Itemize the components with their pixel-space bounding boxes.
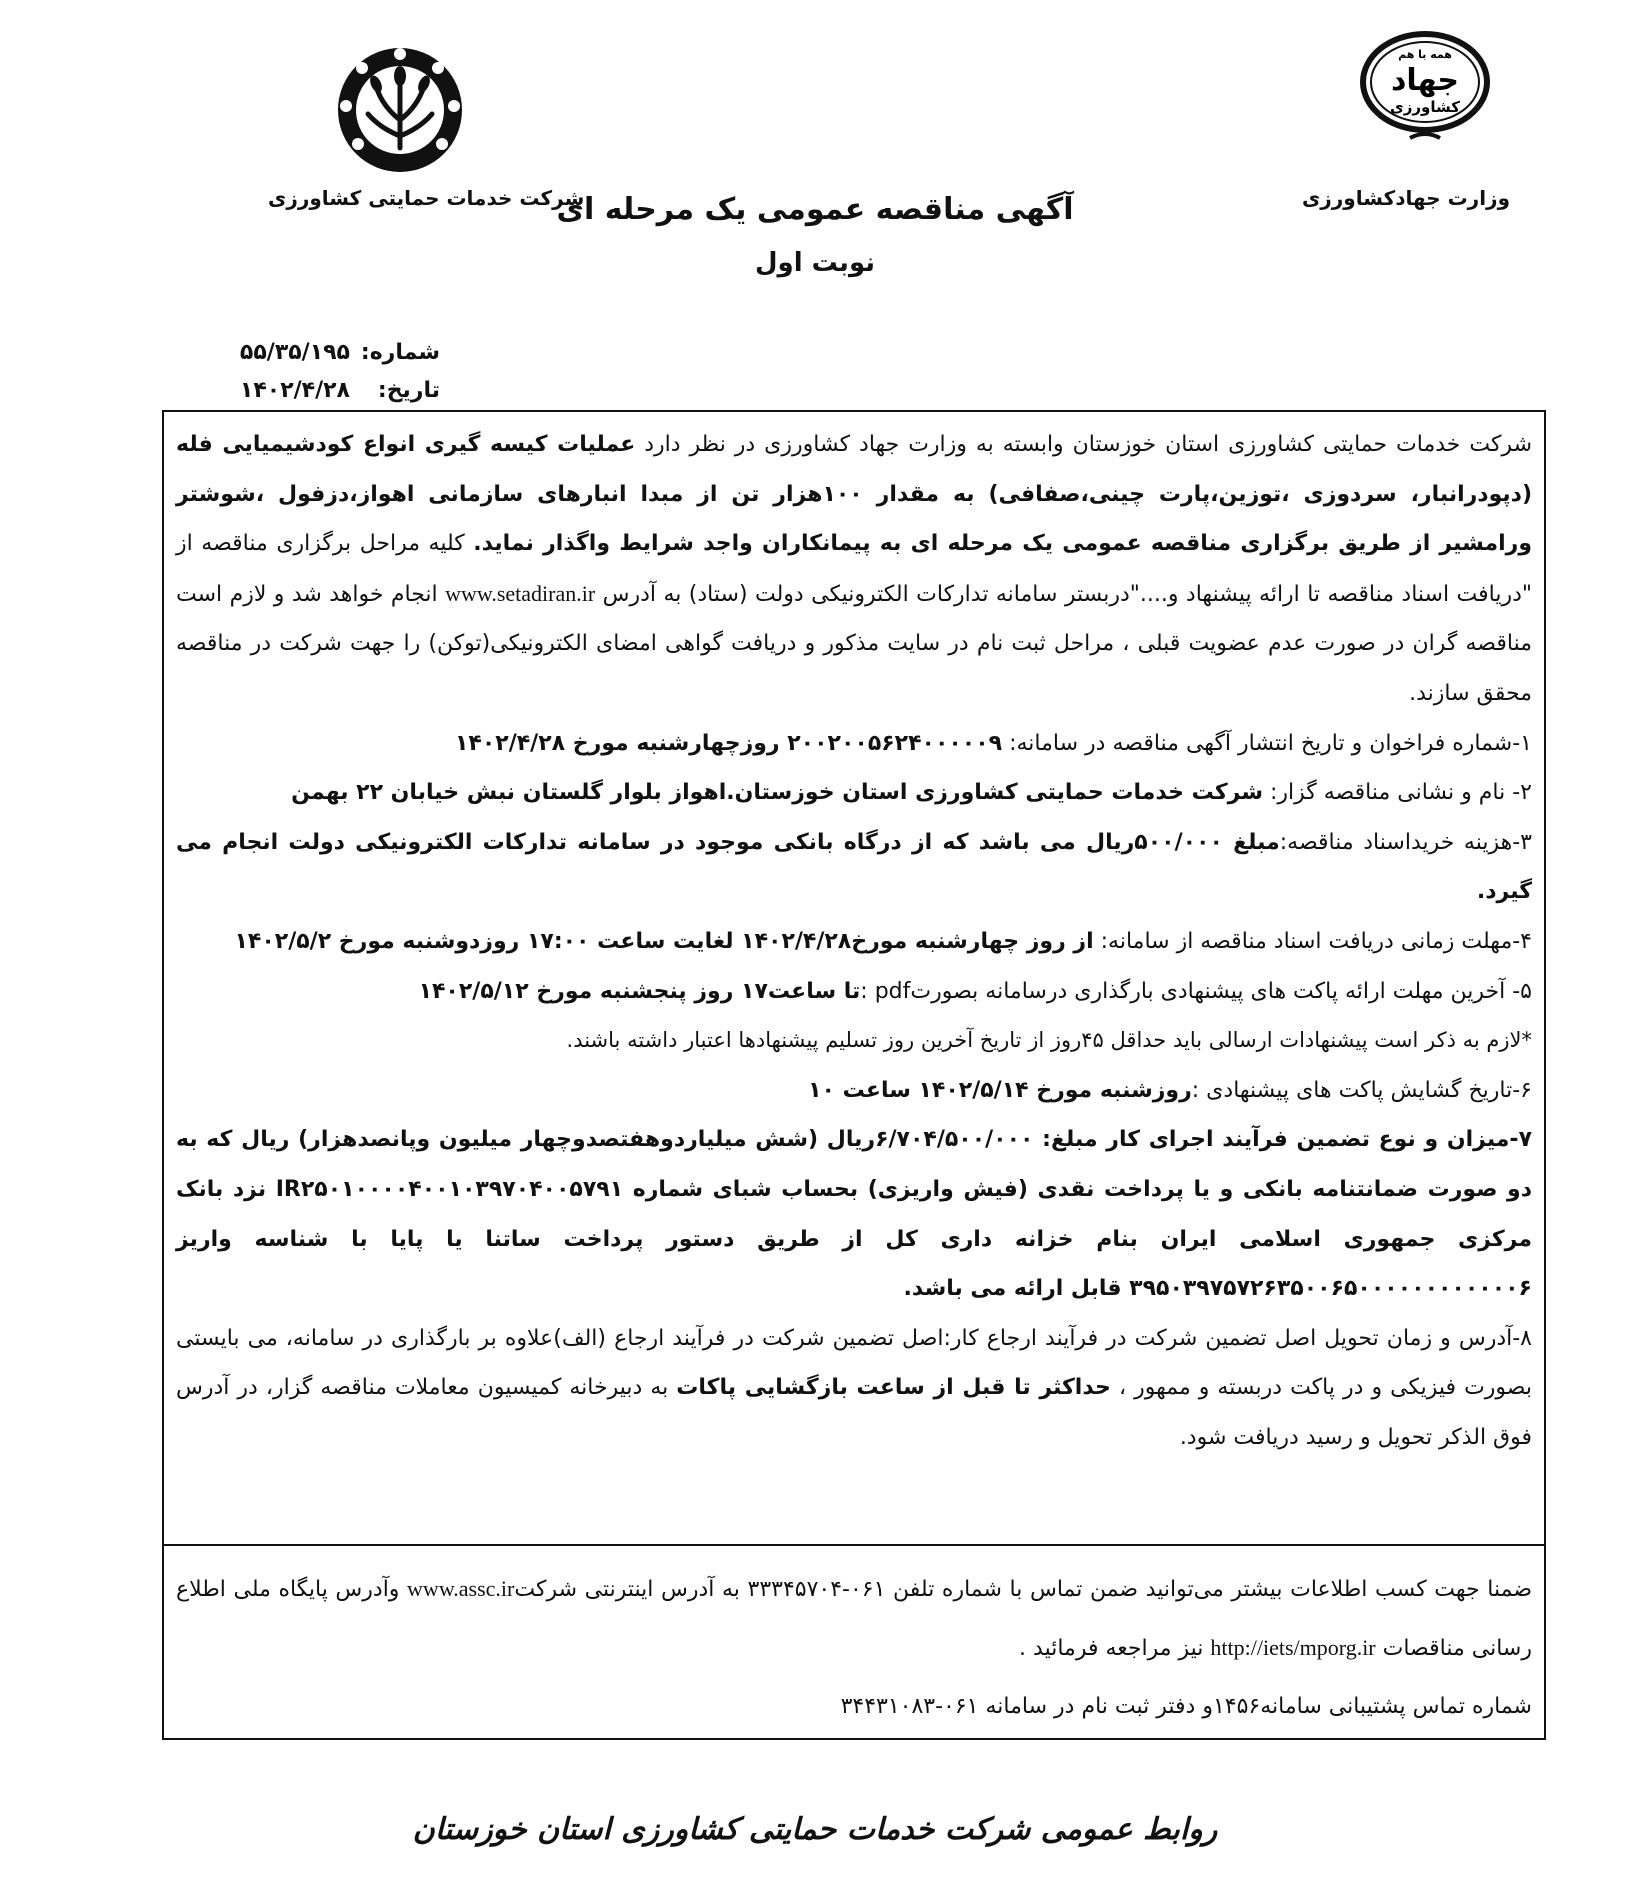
contact-phone: ۰۶۱-۳۳۳۴۵۷۰۴: [747, 1577, 886, 1602]
support-paragraph: [176, 1678, 1532, 1736]
contact-text-4: نیز مراجعه فرمائید .: [1019, 1636, 1204, 1661]
ministry-name: وزارت جهادکشاورزی: [1301, 186, 1510, 210]
document-date: [240, 378, 440, 403]
logo-right-main-text: جهاد: [1390, 63, 1460, 98]
item-3-value: مبلغ ۵۰۰/۰۰۰ریال می باشد که از درگاه بانکی موجود در سامانه تدارکات الکترونیکی دولت انجام می گیرد.: [176, 829, 1532, 905]
item-3-label: ۳-هزینه خریداسناد مناقصه:: [1279, 829, 1532, 855]
item-6-label: ۶-تاریخ گشایش پاکت های پیشنهادی :: [1191, 1077, 1532, 1103]
intro-text-3: انجام خواهد شد و لازم است مناقصه گران در صورت عدم عضویت قبلی ، مراحل ثبت نام در سایت مذکور و دریافت گواهی امضای الکترونیکی(توکن) را جهت شرکت در مناقصه محقق سازند.: [176, 581, 1532, 706]
item-8-end: به دبیرخانه کمیسیون معاملات مناقصه گزار، در آدرس فوق الذکر تحویل و رسید دریافت شود.: [176, 1375, 1532, 1450]
intro-text-1: شرکت خدمات حمایتی کشاورزی استان خوزستان وابسته به وزارت جهاد کشاورزی در نظر دارد: [644, 432, 1533, 457]
logo-right-top-text: همه با هم: [1398, 48, 1452, 61]
item-4-label: ۴-مهلت زمانی دریافت اسناد مناقصه از سامانه:: [1100, 928, 1532, 954]
date-label: تاریخ:: [377, 378, 440, 403]
logo-right-sub-text: کشاورزی: [1390, 98, 1460, 116]
ministry-logo: [1340, 20, 1510, 150]
item-1-label: ۱-شماره فراخوان و تاریخ انتشار آگهی مناقصه در سامانه:: [1009, 730, 1532, 756]
item-8: [176, 1314, 1532, 1463]
support-number: ۱۴۵۶: [1212, 1694, 1261, 1719]
item-1-value: ۲۰۰۲۰۰۵۶۲۴۰۰۰۰۰۹ روزچهارشنبه مورخ ۱۴۰۲/۴/۲۸: [455, 730, 1003, 756]
item-3: [176, 818, 1532, 917]
item-7: ۷-میزان و نوع تضمین فرآیند اجرای کار مبلغ: ۶/۷۰۴/۵۰۰/۰۰۰ریال (شش میلیاردوهفتصدوچهار میلیون وپانصدهزار) ریال که به دو صورت ضمانتنامه بانکی و یا پرداخت نقدی (فیش واریزی) بحساب شبای شماره IR۲۵۰۱۰۰۰۰۴۰۰۱۰۳۹۷۰۴۰۰۵۷۹۱ نزد بانک مرکزی جمهوری اسلامی ایران بنام خزانه داری کل از طریق دستور پرداخت ساتنا یا پایا با شناسه واریز ۳۹۵۰۳۹۷۵۷۲۶۳۵۰۰۶۵۰۰۰۰۰۰۰۰۰۰۰۰۶ قابل ارائه می باشد.: [176, 1127, 1533, 1302]
item-4-value: از روز چهارشنبه مورخ۱۴۰۲/۴/۲۸ لغایت ساعت ۱۷:۰۰ روزدوشنبه مورخ ۱۴۰۲/۵/۲: [234, 928, 1094, 954]
company-logo: [330, 40, 470, 180]
item-6-value: روزشنبه مورخ ۱۴۰۲/۵/۱۴ ساعت ۱۰: [808, 1077, 1192, 1103]
item-8-bold: حداکثر تا قبل از ساعت بازگشایی پاکات: [676, 1375, 1111, 1401]
assc-url-link[interactable]: www.assc.ir: [407, 1576, 515, 1601]
company-name: شرکت خدمات حمایتی کشاورزی: [268, 186, 585, 210]
support-text-1: شماره تماس پشتیبانی سامانه: [1260, 1694, 1532, 1719]
contact-section: [176, 1560, 1532, 1736]
public-relations-signature: روابط عمومی شرکت خدمات حمایتی کشاورزی استان خوزستان: [412, 1812, 1218, 1847]
item-2-value: شرکت خدمات حمایتی کشاورزی استان خوزستان.اهواز بلوار گلستان نبش خیابان ۲۲ بهمن: [291, 780, 1263, 806]
iets-url-link[interactable]: http://iets/mporg.ir: [1210, 1635, 1376, 1660]
contact-text-3: وآدرس پایگاه ملی اطلاع رسانی مناقصات: [176, 1577, 1532, 1661]
date-value: ۱۴۰۲/۴/۲۸: [239, 378, 350, 403]
support-text-2: و دفتر ثبت نام در سامانه: [985, 1694, 1213, 1719]
notice-divider: [162, 1544, 1546, 1546]
contact-text-2: به آدرس اینترنتی شرکت: [514, 1577, 740, 1602]
item-5-label: ۵- آخرین مهلت ارائه پاکت های پیشنهادی بارگذاری درسامانه بصورتpdf :: [860, 978, 1532, 1004]
intro-bold-text: عملیات کیسه گیری انواع کودشیمیایی فله (دپودرانبار، سردوزی ،توزین،پارت چینی،صفافی) به مقدار ۱۰۰هزار تن از مبدا انبارهای سازمانی اهواز،دزفول ،شوشتر ورامشیر از طریق برگزاری مناقصه عمومی یک مرحله ای به پیمانکاران واجد شرایط واگذار نماید.: [176, 432, 1532, 557]
item-5: [176, 967, 1532, 1017]
intro-text-2: کلیه مراحل برگزاری مناقصه از "دریافت اسناد مناقصه تا ارائه پیشنهاد و...."دربستر سامانه تدارکات الکترونیکی دولت (ستاد) به آدرس: [176, 531, 1533, 607]
page-title: آگهی مناقصه عمومی یک مرحله ای: [556, 192, 1074, 227]
registration-phone: ۰۶۱-۳۴۴۳۱۰۸۳: [840, 1694, 979, 1719]
contact-paragraph: [176, 1560, 1532, 1678]
item-4: [176, 917, 1532, 967]
validity-note: *لازم به ذکر است پیشنهادات ارسالی باید حداقل ۴۵روز از تاریخ آخرین روز تسلیم پیشنهادها اعتبار داشته باشند.: [566, 1028, 1532, 1053]
item-1: [176, 719, 1532, 769]
item-5-value: تا ساعت۱۷ روز پنجشنبه مورخ ۱۴۰۲/۵/۱۲: [418, 978, 861, 1004]
item-2: [176, 768, 1532, 818]
contact-text-1: ضمنا جهت کسب اطلاعات بیشتر می‌توانید ضمن تماس با شماره تلفن: [893, 1577, 1532, 1602]
number-label: شماره:: [360, 340, 440, 365]
item-8-text: ۸-آدرس و زمان تحویل اصل تضمین شرکت در فرآیند ارجاع کار:اصل تضمین شرکت در فرآیند ارجاع (الف)علاوه بر بارگذاری در سامانه، می بایستی بصورت فیزیکی و در پاکت دربسته و ممهور ،: [176, 1325, 1532, 1401]
notice-body: [176, 420, 1532, 1462]
setad-url-link[interactable]: www.setadiran.ir: [445, 580, 596, 606]
number-value: ۵۵/۳۵/۱۹۵: [239, 340, 350, 365]
intro-paragraph: [176, 420, 1532, 719]
item-6: [176, 1066, 1532, 1116]
document-number: [240, 340, 440, 365]
item-2-label: ۲- نام و نشانی مناقصه گزار:: [1270, 780, 1532, 806]
page-subtitle: نوبت اول: [754, 248, 876, 278]
